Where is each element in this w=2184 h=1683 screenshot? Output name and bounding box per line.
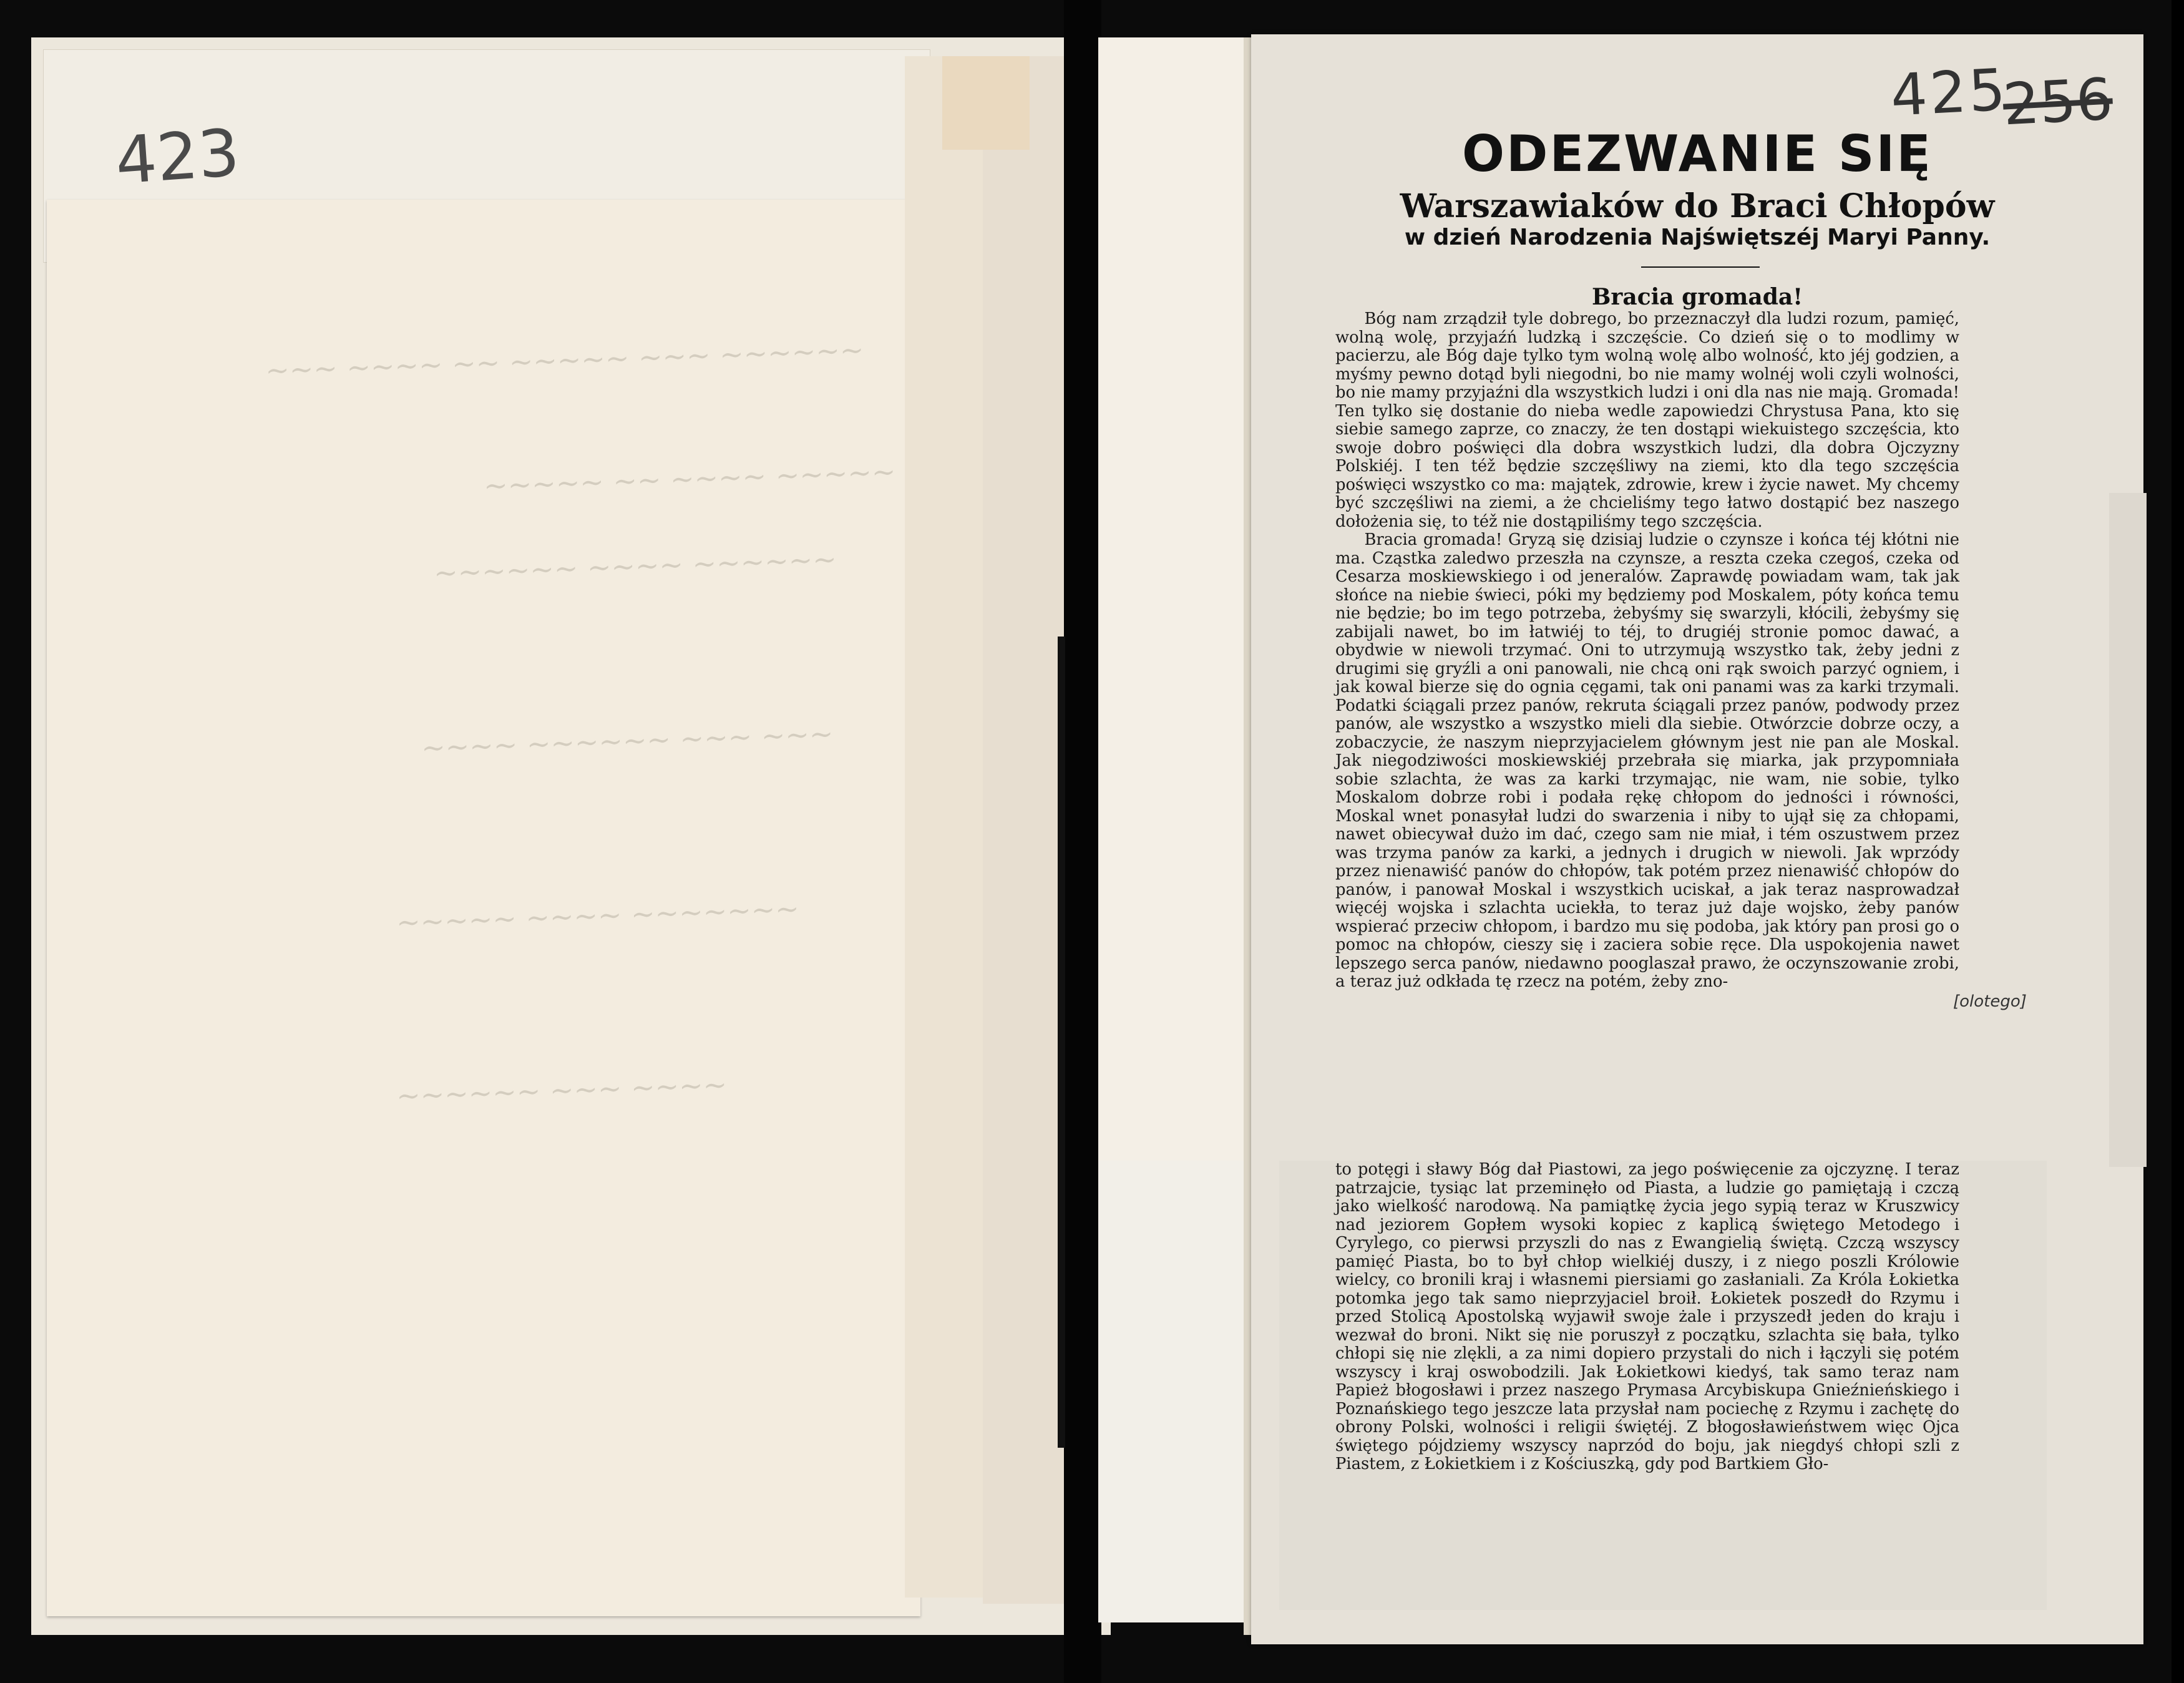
paragraph: Bóg nam zrządził tyle dobrego, bo przeznaczył dla ludzi rozum, pamięć, wolną wolę, przyjaźń ludzką i szczęście. Co dzień się o to modlimy w pacierzu, ale Bóg daje tylko tym wolną wolę albo wolność, kto jéj godzien, a myśmy pewno dotąd byli niegodni, bo nie mamy wolnéj woli czyli wolności, bo nie mamy przyjaźni dla wszystkich ludzi i oni dla nas nie mają. Gromada! Ten tylko się dostanie do nieba wedle zapowiedzi Chrystusa Pana, kto się siebie samego zaprze, co znaczy, że ten dostąpi wiekuistego szczęścia, kto swoje dobro poświęci dla dobra wszystkich ludzi, dla dobra Ojczyzny Polskiéj. I ten též będzie szczęśliwy na ziemi, kto dla tego szczęścia poświęci wszystko co ma: majątek, zdrowie, krew i życie nawet. My chcemy być szczęśliwi na ziemi, a że chcieliśmy tego łatwo dostąpić bez naszego dołożenia się, to též nie dostąpiliśmy tego szczęścia. — [1335, 310, 1959, 531]
text-block-lower — [1335, 1161, 1959, 1474]
margin-annotation: [olotego] — [1953, 992, 2027, 1011]
bleed-through-text: ~~~~~ ~~~~ ~~~~~~~ — [396, 891, 800, 940]
salutation: Bracia gromada! — [1591, 284, 1803, 310]
folio-number-left: 423 — [112, 114, 242, 199]
sheet-edge — [2109, 493, 2147, 1167]
document-subtitle: Warszawiaków do Braci Chłopów — [1400, 187, 1995, 225]
paper-tab — [942, 56, 1030, 150]
left-strip — [905, 56, 986, 1598]
left-blank-sheet — [47, 200, 920, 1616]
document-subtitle-date: w dzień Narodzenia Najświętszéj Maryi Panny. — [1404, 225, 1991, 250]
bleed-through-text: ~~~~ ~~~~~~ ~~~ ~~~ — [421, 716, 834, 765]
bleed-through-text: ~~~~~~ ~~~~ ~~~~~~ — [433, 542, 837, 590]
folio-number-struck: 256 — [2001, 66, 2115, 139]
bleed-through-text: ~~~~~ ~~ ~~~~ ~~~~~ — [483, 454, 897, 503]
bleed-through-text: ~~~~~~ ~~~ ~~~~ — [396, 1067, 728, 1113]
paragraph: Bracia gromada! Gryzą się dzisiaj ludzie o czynsze i końca téj kłótni nie ma. Cząstka zaledwo przeszła na czynsze, a reszta czeka czegoś, czeka od Cesarza moskiewskiego i od jeneralów. Zaprawdę powiadam wam, tak jak słońce na niebie świeci, póki my będziemy pod Moskalem, póty końca temu nie będzie; bo im tego potrzeba, żebyśmy się swarzyli, kłócili, żebyśmy się zabijali nawet, bo im łatwiéj to téj, to drugiéj stronie pomoc dawać, a obydwie w niewoli trzymać. Oni to utrzymują wszystko tak, żeby jedni z drugimi się gryźli a oni panowali, nie chcą oni rąk swoich parzyć ogniem, i jak kowal bierze się do ognia cęgami, tak oni panami was za karki trzymali. Podatki ściągali przez panów, rekruta ściągali przez panów, podwody przez panów, ale wszystko a wszystko mieli dla siebie. Otwórzcie dobrze oczy, a zobaczycie, że naszym nieprzyjacielem głównym jest nie pan ale Moskal. Jak niegodziwości moskiewskiéj przebrała się miarka, jak przypomniała sobie szlachta, że was za karki trzymając, nie wam, nie sobie, tylko Moskalom dobrze robi i podała rękę chłopom do jedności i równości, Moskal wnet ponasyłał ludzi do swarzenia i niby to ujął się za chłopami, nawet obiecywał dużo im dać, czego sam nie miał, i tém oszustwem przez was trzyma panów za karki, a jednych i drugich w niewoli. Jak wprzódy przez nienawiść panów do chłopów, tak potém przez nienawiść chłopów do panów, i panował Moskal i wszystkich uciskał, a jak teraz nasprowadzał więcéj wojska i szlachta uciekła, to teraz już daje wojsko, żeby panów wspierać przeciw chłopom, i bardzo mu się podoba, jak który pan prosi go o pomoc na chłopów, cieszy się i zaciera sobie ręce. Dla uspokojenia nawet lepszego serca panów, niedawno pooglaszał prawo, że oczynszowanie zrobi, a teraz już odkłada tę rzecz na potém, żeby zno- — [1335, 530, 1959, 991]
book-gutter — [1064, 0, 1101, 1683]
frame-edge — [2172, 0, 2184, 1683]
paragraph: to potęgi i sławy Bóg dał Piastowi, za jego poświęcenie za ojczyznę. I teraz patrzajcie, tysiąc lat przeminęło od Piasta, a ludzie go pamiętają i czczą jako wielkość narodową. Na pamiątkę życia jego sypią teraz w Kruszwicy nad jeziorem Gopłem wysoki kopiec z kaplicą świętego Metodego i Cyrylego, co pierwsi przyszli do nas z Ewangielią świętą. Czczą wszyscy pamięć Piasta, bo to był chłop wielkiéj duszy, i z niego poszli Królowie wielcy, co bronili kraj i własnemi piersiami go zasłaniali. Za Króla Łokietka potomka jego tak samo nieprzyjaciel broił. Łokietek poszedł do Rzymu i przed Stolicą Apostolską wyjawił swoje żale i przyszedł jeden do kraju i wezwał do broni. Nikt się nie poruszył z początku, szlachta się bała, tylko chłopi się nie zlękli, a za nimi dopiero przystali do nich i łączyli się potém wszyscy i kraj oswobodzili. Jak Łokietkowi kiedyś, tak samo teraz nam Papież błogosławi i przez naszego Prymasa Arcybiskupa Gnieźnieńskiego i Poznańskiego tego jeszcze lata przysłał nam pociechę z Rzymu i zachętę do obrony Polski, wolności i religii świętéj. Z błogosławieństwem więc Ojca świętego pójdziemy wszyscy naprzód do boju, jak niegdyś chłopi szli z Piastem, z Łokietkiem i z Kościuszką, gdy pod Bartkiem Gło- — [1335, 1160, 1959, 1473]
right-strip — [1098, 1161, 1251, 1622]
title-rule — [1641, 266, 1760, 268]
right-strip — [1098, 37, 1251, 1161]
document-title: ODEZWANIE SIĘ — [1462, 125, 1933, 183]
text-block-upper — [1335, 310, 1959, 992]
gutter-edge — [1058, 637, 1065, 1448]
bleed-through-text: ~~~ ~~~~ ~~ ~~~~~ ~~~ ~~~~~~ — [265, 333, 865, 388]
folio-number-right: 425 — [1889, 56, 2010, 129]
